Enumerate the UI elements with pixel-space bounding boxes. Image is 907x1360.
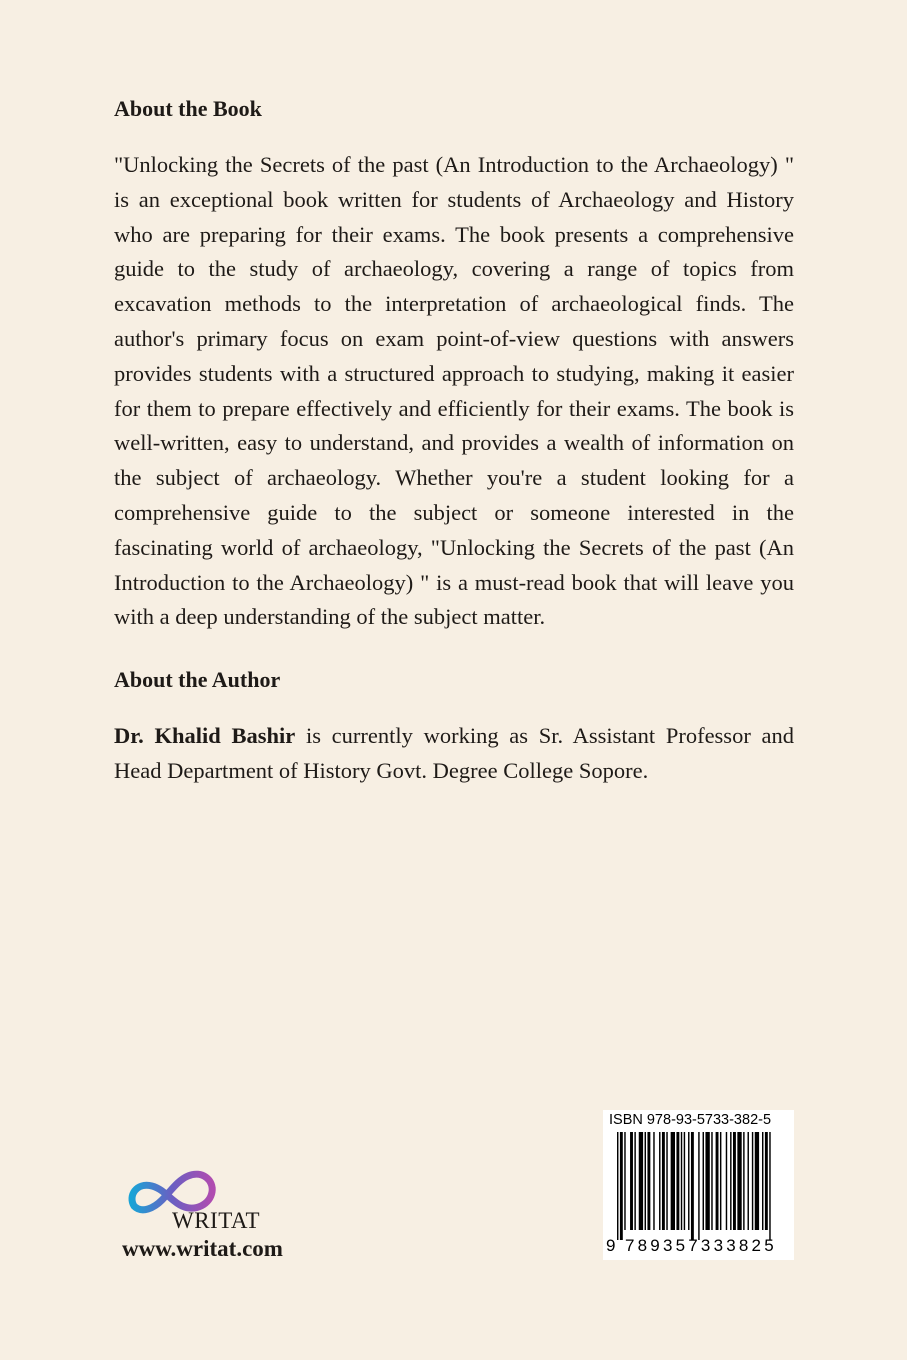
publisher-url: www.writat.com: [122, 1236, 283, 1261]
barcode-bar: [666, 1132, 667, 1230]
barcode-digits: 789357333825: [625, 1236, 777, 1255]
barcode-bar: [639, 1132, 643, 1230]
barcode-bar: [743, 1132, 744, 1230]
barcode-bar: [703, 1132, 704, 1230]
barcode-bar: [617, 1132, 618, 1240]
barcode-bar: [662, 1132, 665, 1230]
barcode-bar: [748, 1132, 749, 1230]
barcode-bar: [769, 1132, 770, 1240]
barcode-bar: [684, 1132, 685, 1230]
isbn-label: ISBN 978-93-5733-382-5: [609, 1112, 772, 1128]
back-cover-text: [114, 94, 794, 789]
author-bio: is currently working as Sr. Assistant Professor and Head Department of History Govt. Degree College Sopore.: [114, 723, 795, 783]
publisher-logo: [122, 1168, 322, 1268]
barcode-bar: [716, 1132, 719, 1230]
barcode-bar: [698, 1132, 699, 1240]
about-author-text: [114, 719, 794, 789]
barcode-lead-digit: 9: [606, 1236, 616, 1255]
isbn-barcode: [603, 1110, 794, 1260]
barcode-bar: [762, 1132, 763, 1230]
barcode-bar: [653, 1132, 654, 1230]
barcode-bar: [630, 1132, 633, 1230]
barcode-bar: [705, 1132, 709, 1230]
barcode-bar: [755, 1132, 759, 1230]
barcode-bar: [691, 1132, 694, 1240]
barcode-bar: [624, 1132, 625, 1230]
barcode-bar: [752, 1132, 753, 1230]
barcode-bar: [720, 1132, 721, 1230]
barcode-bar: [726, 1132, 727, 1230]
barcode-bar: [681, 1132, 682, 1230]
barcode-bar: [676, 1132, 679, 1230]
barcode-bar: [737, 1132, 741, 1230]
barcode-bar: [647, 1132, 650, 1230]
barcode-bar: [645, 1132, 646, 1230]
barcode-bar: [765, 1132, 768, 1230]
barcode-bar: [733, 1132, 736, 1230]
barcode-bar: [620, 1132, 623, 1240]
author-name: Dr. Khalid Bashir: [114, 723, 296, 749]
barcode-bars: [603, 1132, 794, 1240]
barcode-bar: [671, 1132, 675, 1230]
barcode-bar: [688, 1132, 689, 1230]
about-book-heading: About the Book: [114, 96, 262, 121]
publisher-name: WRITAT: [172, 1208, 261, 1233]
about-author-heading: About the Author: [114, 667, 281, 693]
barcode-bar: [711, 1132, 712, 1230]
barcode-bar: [730, 1132, 731, 1230]
barcode-bar: [634, 1132, 635, 1230]
barcode-bar: [659, 1132, 660, 1230]
about-book-text: "Unlocking the Secrets of the past (An Introduction to the Archaeology) " is an exceptional book written for students of Archaeology and History who are preparing for their exams. The book presents a comprehensive guide to the study of archaeology, covering a range of topics from excavation methods to the interpretation of archaeological finds. The author's primary focus on exam point-of-view questions with answers provides students with a structured approach to studying, making it easier for them to prepare effectively and efficiently for their exams. The book is well-written, easy to understand, and provides a wealth of information on the subject of archaeology. Whether you're a student looking for a comprehensive guide to the subject or someone interested in the fascinating world of archaeology, "Unlocking the Secrets of the past (An Introduction to the Archaeology) " is a must-read book that will leave you with a deep understanding of the subject matter.: [114, 152, 794, 630]
